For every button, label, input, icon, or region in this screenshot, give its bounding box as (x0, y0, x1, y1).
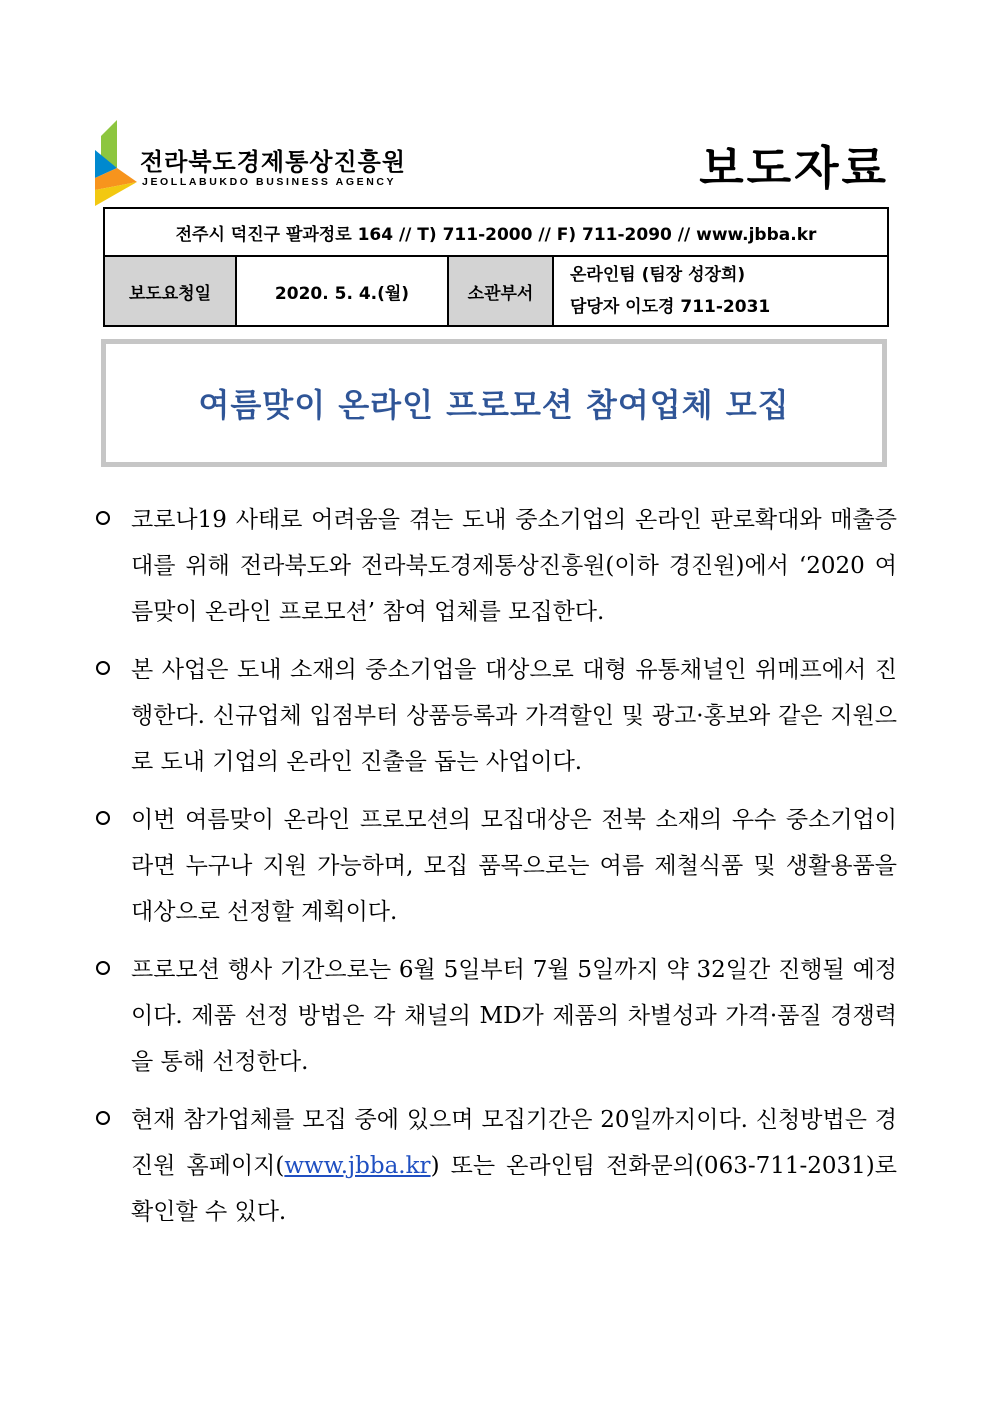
dept-label-cell: 소관부서 (448, 256, 553, 326)
paragraph (95, 647, 897, 785)
paragraph-text: 코로나19 사태로 어려움을 겪는 도내 중소기업의 온라인 판로확대와 매출증대를 위해 전라북도와 전라북도경제통상진흥원(이하 경진원)에서 ‘2020 여름맞이 온라인 프로모션’ 참여 업체를 모집한다. (131, 507, 897, 625)
article-body (95, 497, 897, 1247)
headline-box (101, 339, 887, 467)
paragraph-text: 본 사업은 도내 소재의 중소기업을 대상으로 대형 유통채널인 위메프에서 진행한다. 신규업체 입점부터 상품등록과 가격할인 및 광고·홍보와 같은 지원으로 도내 기업의 온라인 진출을 돕는 사업이다. (131, 657, 897, 775)
homepage-link[interactable]: www.jbba.kr (284, 1153, 431, 1179)
address-cell: 전주시 덕진구 팔과정로 164 // T) 711-2000 // F) 711-2090 // www.jbba.kr (104, 208, 888, 256)
paragraph-text: ) 또는 온라인팀 전화문의(063-711-2031)로 확인할 수 있다. (131, 1153, 897, 1225)
document-type-heading: 보도자료 (699, 141, 889, 195)
paragraph-text: 프로모션 행사 기간으로는 6월 5일부터 7월 5일까지 약 32일간 진행될 예정이다. 제품 선정 방법은 각 채널의 MD가 제품의 차별성과 가격·품질 경쟁력을 통해 선정한다. (131, 957, 897, 1075)
org-emblem-icon (95, 120, 139, 206)
headline-title: 여름맞이 온라인 프로모션 참여업체 모집 (198, 386, 790, 424)
org-name-english: JEOLLABUKDO BUSINESS AGENCY (142, 176, 397, 188)
date-value-cell: 2020. 5. 4.(월) (236, 256, 448, 326)
circle-bullet-icon (96, 1111, 110, 1125)
paragraph (95, 947, 897, 1085)
dept-manager-line: 담당자 이도경 711-2031 (570, 297, 771, 317)
dept-contact-cell (553, 256, 888, 326)
info-table (103, 207, 889, 327)
circle-bullet-icon (96, 961, 110, 975)
paragraph (95, 497, 897, 635)
circle-bullet-icon (96, 511, 110, 525)
org-name: 전라북도경제통상진흥원 (140, 148, 407, 176)
org-logo (95, 120, 407, 210)
circle-bullet-icon (96, 661, 110, 675)
paragraph-text: 이번 여름맞이 온라인 프로모션의 모집대상은 전북 소재의 우수 중소기업이라면 누구나 지원 가능하며, 모집 품목으로는 여름 제철식품 및 생활용품을 대상으로 선정할 계획이다. (131, 807, 897, 925)
paragraph (95, 1097, 897, 1235)
date-label-cell: 보도요청일 (104, 256, 236, 326)
paragraph (95, 797, 897, 935)
dept-team-line: 온라인팀 (팀장 성장희) (570, 265, 746, 285)
paragraph-text: 현재 참가업체를 모집 중에 있으며 모집기간은 20일까지이다. 신청방법은 경진원 홈페이지( (131, 1107, 897, 1179)
circle-bullet-icon (96, 811, 110, 825)
